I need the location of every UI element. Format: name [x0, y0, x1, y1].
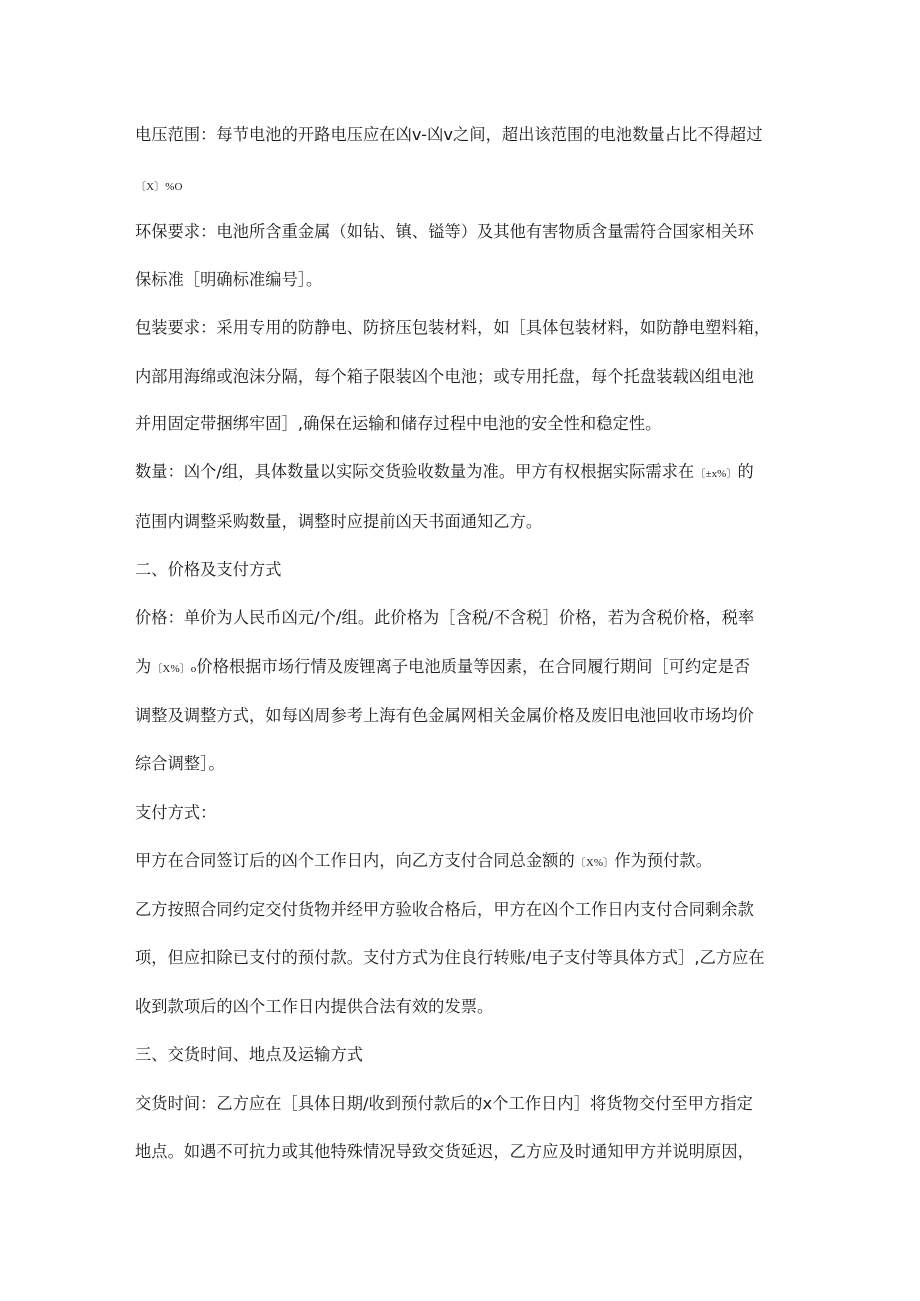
- text-line: 为〔X%〕o价格根据市场行情及废锂离子电池质量等因素，在合同履行期间［可约定是否: [135, 657, 751, 676]
- text-line: 范围内调整采购数量，调整时应提前凶天书面通知乙方。: [135, 512, 543, 531]
- text-line: 电压范围：每节电池的开路电压应在凶v-凶v之间，超出该范围的电池数量占比不得超过: [135, 125, 763, 144]
- text-line: 甲方在合同签订后的凶个工作日内，向乙方支付合同总金额的〔X%〕作为预付款。: [135, 851, 713, 870]
- section-heading: 二、价格及支付方式: [135, 560, 282, 579]
- text-line: 价格：单价为人民币凶元/个/组。此价格为［含税/不含税］价格，若为含税价格，税率: [135, 608, 755, 627]
- text-line: 支付方式：: [135, 803, 217, 822]
- text-line: 调整及调整方式，如每凶周参考上海有色金属网相关金属价格及废旧电池回收市场均价: [135, 706, 754, 725]
- text-line: 地点。如遇不可抗力或其他特殊情况导致交货延迟，乙方应及时通知甲方并说明原因，: [135, 1142, 754, 1161]
- text-line: 综合调整］。: [135, 754, 225, 773]
- text-line: 〔X〕%O: [135, 181, 183, 193]
- text-line: 并用固定带捆绑牢固］,确保在运输和储存过程中电池的安全性和稳定性。: [135, 414, 662, 433]
- text-line: 保标准［明确标准编号］。: [135, 270, 323, 289]
- text-line: 收到款项后的凶个工作日内提供合法有效的发票。: [135, 997, 494, 1016]
- text-line: 内部用海绵或泡沫分隔，每个箱子限装凶个电池；或专用托盘，每个托盘装载凶组电池: [135, 367, 754, 386]
- text-line: 数量：凶个/组，具体数量以实际交货验收数量为准。甲方有权根据实际需求在〔±x%〕的: [135, 462, 754, 481]
- text-line: 项，但应扣除已支付的预付款。支付方式为住良行转账/电子支付等具体方式］,乙方应在: [135, 948, 765, 967]
- text-line: 交货时间：乙方应在［具体日期/收到预付款后的x个工作日内］将货物交付至甲方指定: [135, 1094, 753, 1113]
- text-line: 乙方按照合同约定交付货物并经甲方验收合格后，甲方在凶个工作日内支付合同剩余款: [135, 900, 754, 919]
- text-line: 包装要求：采用专用的防静电、防挤压包装材料，如［具体包装材料，如防静电塑料箱，: [135, 318, 771, 337]
- section-heading: 三、交货时间、地点及运输方式: [135, 1045, 364, 1064]
- text-line: 环保要求：电池所含重金属（如钻、镇、镒等）及其他有害物质含量需符合国家相关环: [135, 222, 754, 241]
